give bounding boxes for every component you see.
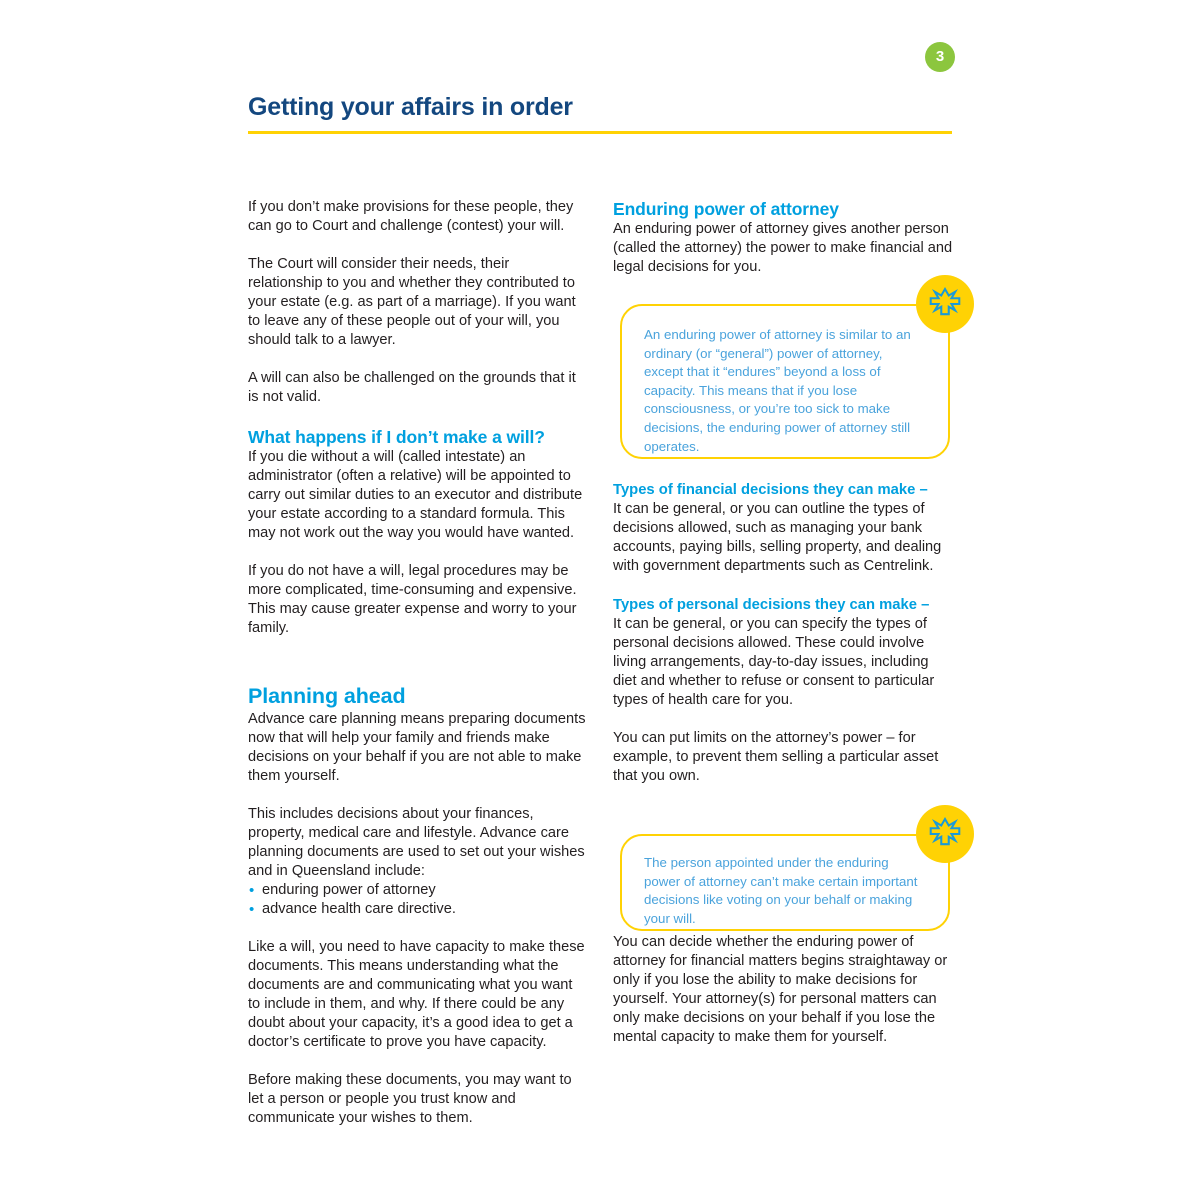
subheading-financial-decisions: Types of financial decisions they can make – xyxy=(613,482,928,498)
callout-text: The person appointed under the enduring power of attorney can’t make certain important decisions like voting on your behalf or making your will. xyxy=(644,855,918,926)
paragraph: You can decide whether the enduring power of attorney for financial matters begins straightaway or only if you lose the ability to make decisions for yourself. Your attorney(s) for personal matters can only make decisions on your behalf if you lose the mental capacity to make them for yourself. xyxy=(613,934,948,1045)
asterisk-icon xyxy=(916,805,974,863)
section-heading-enduring-power-of-attorney: Enduring power of attorney xyxy=(613,199,839,219)
spacer xyxy=(248,657,586,683)
spacer xyxy=(248,919,586,938)
left-column xyxy=(248,198,586,1128)
subheading-personal-decisions: Types of personal decisions they can make – xyxy=(613,597,930,613)
section-heading-planning-ahead: Planning ahead xyxy=(248,684,406,708)
asterisk-icon xyxy=(916,275,974,333)
page-title: Getting your affairs in order xyxy=(248,93,573,121)
paragraph: This includes decisions about your finances, property, medical care and lifestyle. Advance care planning documents are used to set out your wishes and in Queensland include: xyxy=(248,806,585,879)
paragraph: Like a will, you need to have capacity to make these documents. This means understanding what the documents are and communicating what you want to include in them, and why. If there could be any doubt about your capacity, it’s a good idea to get a doctor’s certificate to prove you have capacity. xyxy=(248,939,585,1050)
list-item: • advance health care directive. xyxy=(248,900,586,919)
paragraph: It can be general, or you can outline the types of decisions allowed, such as managing your bank accounts, paying bills, selling property, and dealing with government departments such as Centrelink. xyxy=(613,501,942,574)
callout-text: An enduring power of attorney is similar to an ordinary (or “general”) power of attorney, except that it “endures” beyond a loss of capacity. This means that if you lose consciousness, or you’re too sick to make decisions, the enduring power of attorney still operates. xyxy=(644,327,911,454)
title-divider-rule xyxy=(248,131,952,134)
callout-box-enduring-power xyxy=(620,304,950,459)
planning-documents-list xyxy=(248,881,586,919)
paragraph: If you don’t make provisions for these people, they can go to Court and challenge (contest) your will. xyxy=(248,199,574,234)
title-block xyxy=(248,92,952,134)
callout-box-attorney-limits xyxy=(620,834,950,931)
paragraph: Advance care planning means preparing documents now that will help your family and friends make decisions on your behalf if you are not able to make them yourself. xyxy=(248,711,586,784)
paragraph: You can put limits on the attorney’s power – for example, to prevent them selling a particular asset that you own. xyxy=(613,730,939,784)
paragraph: An enduring power of attorney gives another person (called the attorney) the power to make financial and legal decisions for you. xyxy=(613,221,953,275)
paragraph: Before making these documents, you may want to let a person or people you trust know and communicate your wishes to them. xyxy=(248,1072,572,1126)
page-number-badge: 3 xyxy=(925,42,955,72)
paragraph: A will can also be challenged on the grounds that it is not valid. xyxy=(248,370,576,405)
section-heading-intestate: What happens if I don’t make a will? xyxy=(248,427,545,447)
paragraph: If you die without a will (called intestate) an administrator (often a relative) will be appointed to carry out similar duties to an executor and distribute your estate according to a standard formula. This may not work out the way you would have wanted. xyxy=(248,449,583,541)
paragraph: It can be general, or you can specify the types of personal decisions allowed. These could involve living arrangements, day-to-day issues, including diet and whether to refuse or consent to particular types of health care for you. xyxy=(613,616,935,708)
list-item: • enduring power of attorney xyxy=(248,881,586,900)
paragraph: If you do not have a will, legal procedures may be more complicated, time-consuming and expensive. This may cause greater expense and worry to your family. xyxy=(248,563,577,636)
paragraph: The Court will consider their needs, their relationship to you and whether they contributed to your estate (e.g. as part of a marriage). If you want to leave any of these people out of your will, you should talk to a lawyer. xyxy=(248,256,576,348)
